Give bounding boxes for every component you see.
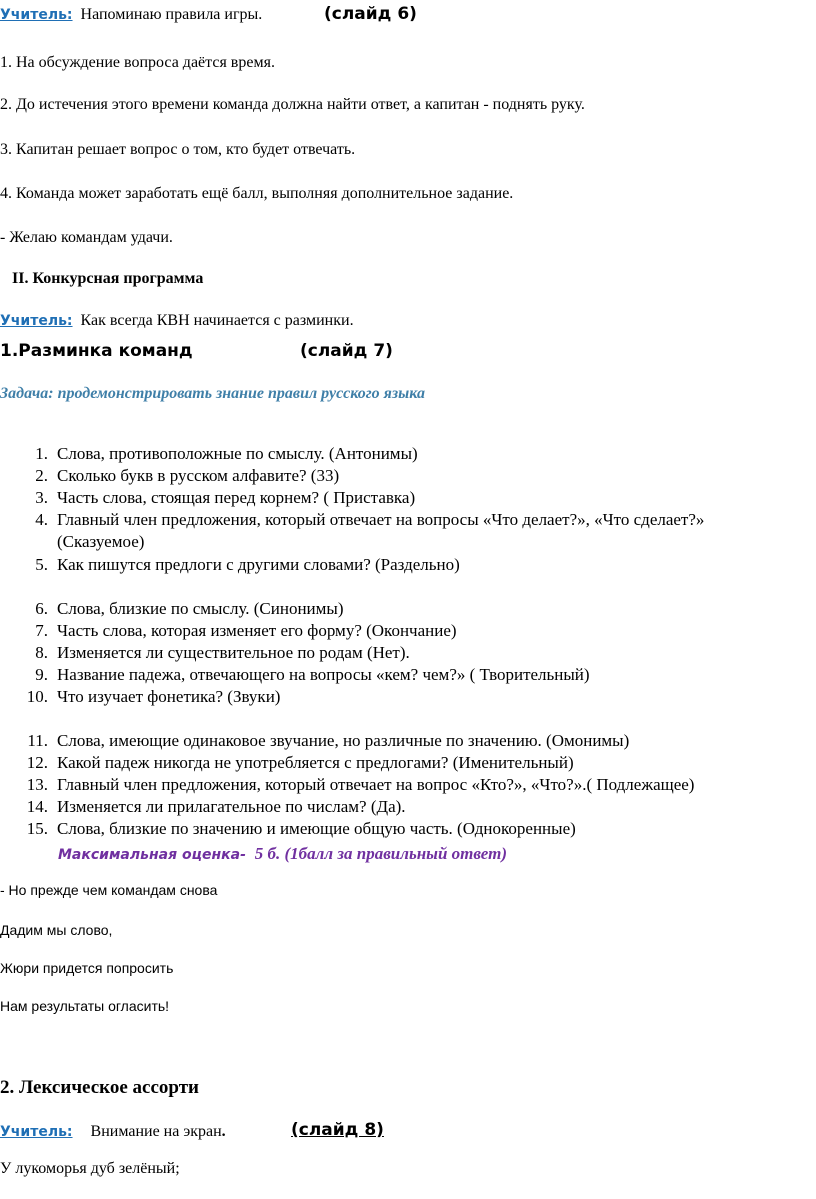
list-item-number: 11. xyxy=(27,731,48,750)
slide-7-label: (слайд 7) xyxy=(300,341,393,361)
list-item-number: 2. xyxy=(35,466,48,485)
list-item-text: Слова, противоположные по смыслу. (Антонимы) xyxy=(57,444,418,463)
rule-4: 4. Команда может заработать ещё балл, выполняя дополнительное задание. xyxy=(0,185,514,202)
poem-first-line: У лукоморья дуб зелёный; xyxy=(0,1160,180,1177)
list-item-number: 3. xyxy=(35,488,48,507)
list-item-number: 15. xyxy=(26,819,48,838)
kvn-text: Как всегда КВН начинается с разминки. xyxy=(80,312,354,329)
list-item xyxy=(0,621,816,643)
poem-line-1: - Но прежде чем командам снова xyxy=(0,882,218,898)
lexical-heading: 2. Лексическое ассорти xyxy=(0,1077,199,1098)
section-heading: II. Конкурсная программа xyxy=(12,270,204,287)
list-item-text: Главный член предложения, который отвечает на вопрос «Кто?», «Что?».( Подлежащее) xyxy=(57,775,695,794)
list-item xyxy=(0,819,816,841)
list-item xyxy=(0,797,816,819)
rule-1: 1. На обсуждение вопроса даётся время. xyxy=(0,54,275,71)
list-item-number: 8. xyxy=(35,643,48,662)
list-item-number: 4. xyxy=(35,510,48,529)
slide-8-label: (слайд 8) xyxy=(291,1120,384,1140)
list-item-text: Часть слова, которая изменяет его форму? (Окончание) xyxy=(57,621,457,640)
list-item xyxy=(0,731,816,753)
list-item-text: Как пишутся предлоги с другими словами? (Раздельно) xyxy=(57,555,460,574)
lexical-dot: . xyxy=(221,1123,226,1140)
list-item xyxy=(0,510,816,532)
score-label: Максимальная оценка- xyxy=(58,847,246,863)
poem-line-4: Нам результаты огласить! xyxy=(0,998,170,1014)
list-item-text: Главный член предложения, который отвечает на вопросы «Что делает?», «Что сделает?» xyxy=(57,510,705,529)
list-item-text: Изменяется ли прилагательное по числам? (Да). xyxy=(57,797,406,816)
list-item xyxy=(0,599,816,621)
intro-text: Напоминаю правила игры. xyxy=(80,6,263,23)
list-item xyxy=(0,488,816,510)
list-item xyxy=(0,665,816,687)
warmup-heading: 1.Разминка команд xyxy=(0,341,193,361)
list-item-text: Сколько букв в русском алфавите? (33) xyxy=(57,466,340,485)
list-item-number: 9. xyxy=(35,665,48,684)
list-item xyxy=(0,555,816,577)
teacher-label: Учитель: xyxy=(0,313,73,329)
list-item-number: 5. xyxy=(35,555,48,574)
list-item xyxy=(0,466,816,488)
list-item-text: Изменяется ли существительное по родам (Нет). xyxy=(57,643,410,662)
lexical-text: Внимание на экран xyxy=(90,1123,222,1140)
rule-3: 3. Капитан решает вопрос о том, кто будет отвечать. xyxy=(0,141,356,158)
intro-line xyxy=(0,6,262,24)
list-item-text: Часть слова, стоящая перед корнем? ( Приставка) xyxy=(57,488,416,507)
max-score xyxy=(58,844,507,864)
list-item-number: 1. xyxy=(35,444,48,463)
poem-line-2: Дадим мы слово, xyxy=(0,922,113,938)
poem-line-3: Жюри придется попросить xyxy=(0,960,174,976)
list-item-number: 13. xyxy=(26,775,48,794)
task-line: Задача: продемонстрировать знание правил русского языка xyxy=(0,385,425,402)
list-item-text: Слова, близкие по смыслу. (Синонимы) xyxy=(57,599,344,618)
list-item-text: Название падежа, отвечающего на вопросы «кем? чем?» ( Творительный) xyxy=(57,665,590,684)
lexical-teacher-line xyxy=(0,1123,226,1141)
list-item-number: 7. xyxy=(35,621,48,640)
list-item-text: Слова, близкие по значению и имеющие общую часть. (Однокоренные) xyxy=(57,819,576,838)
teacher-label: Учитель: xyxy=(0,7,73,23)
list-item-number: 10. xyxy=(26,687,48,706)
list-item-text: Какой падеж никогда не употребляется с предлогами? (Именительный) xyxy=(57,753,574,772)
kvn-line xyxy=(0,312,354,330)
wish-line: - Желаю командам удачи. xyxy=(0,229,173,246)
list-item xyxy=(0,775,816,797)
list-item-number: 12. xyxy=(26,753,48,772)
list-item xyxy=(0,444,816,466)
score-value: 5 б. (1балл за правильный ответ) xyxy=(254,844,507,863)
teacher-label: Учитель: xyxy=(0,1124,73,1140)
list-item xyxy=(0,753,816,775)
list-item-continuation: (Сказуемое) xyxy=(57,532,145,551)
rule-2: 2. До истечения этого времени команда должна найти ответ, а капитан - поднять руку. xyxy=(0,96,585,113)
slide-6-label: (слайд 6) xyxy=(324,4,417,24)
list-item-text: Слова, имеющие одинаковое звучание, но различные по значению. (Омонимы) xyxy=(57,731,630,750)
list-item xyxy=(0,643,816,665)
list-item-number: 14. xyxy=(26,797,48,816)
list-item-number: 6. xyxy=(35,599,48,618)
list-item-text: Что изучает фонетика? (Звуки) xyxy=(57,687,281,706)
list-item xyxy=(0,687,816,709)
